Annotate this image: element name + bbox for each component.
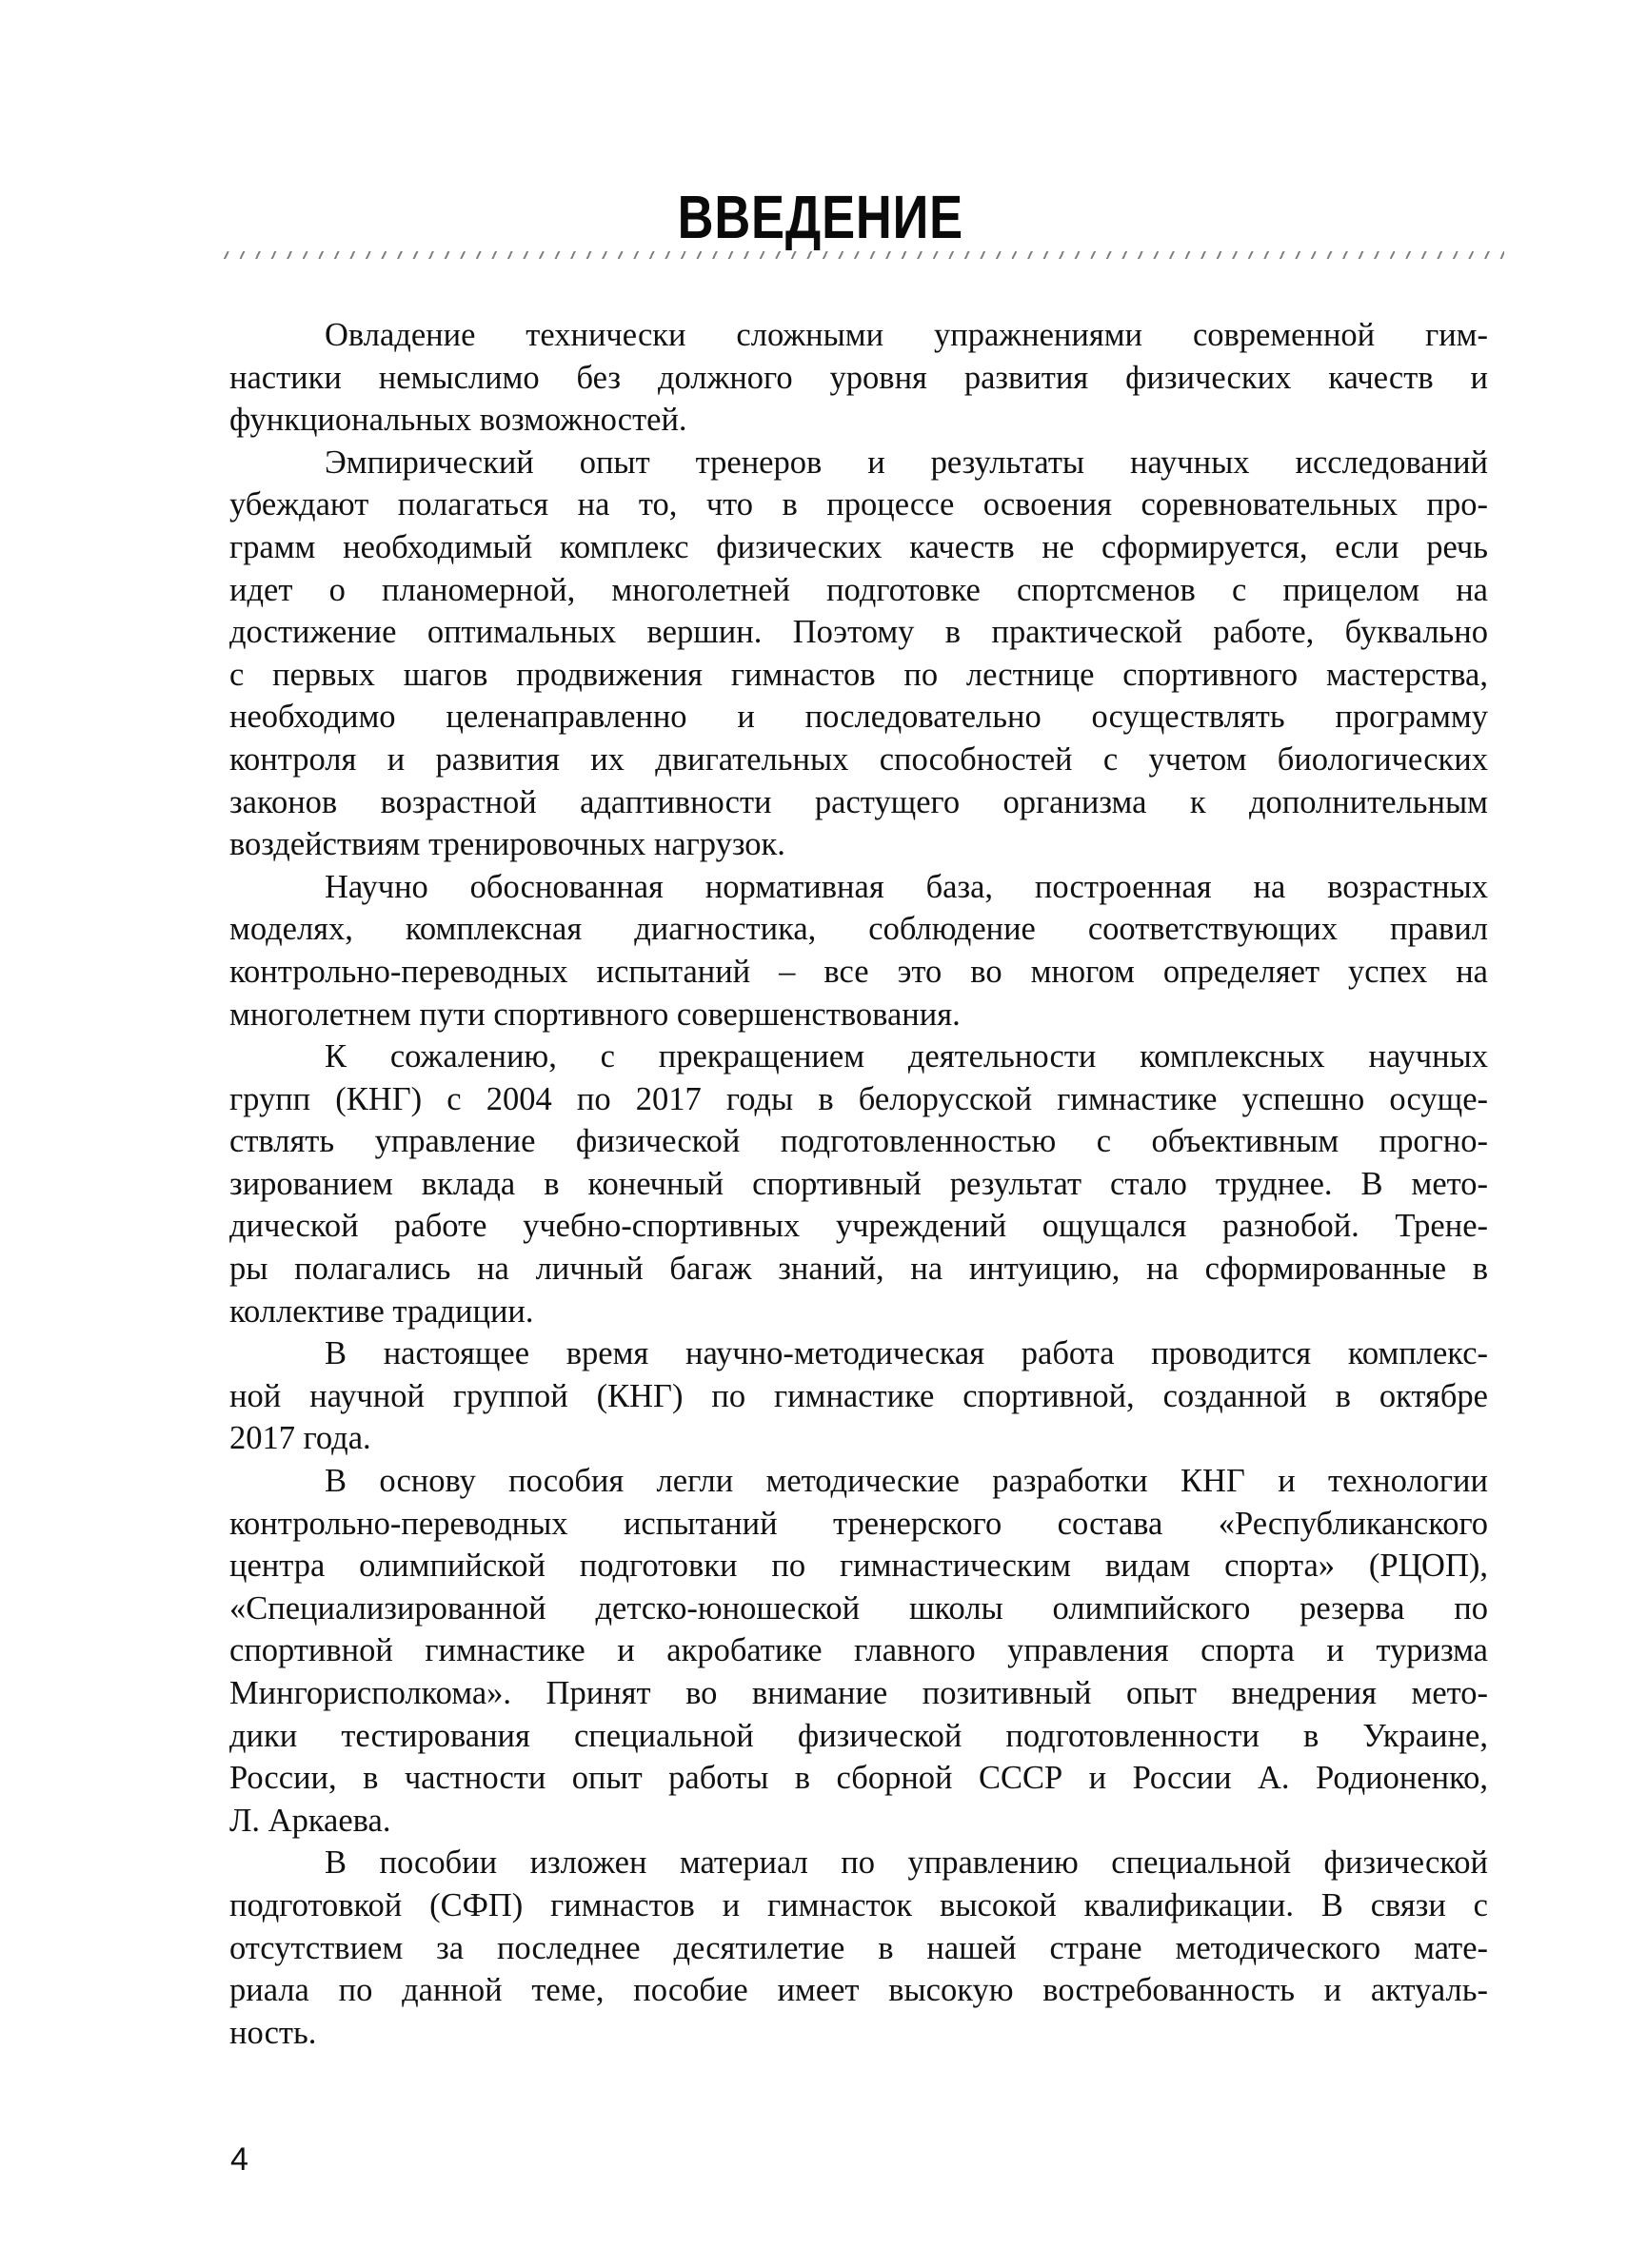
text-line: достижение оптимальных вершин. Поэтому в практической работе, буквально xyxy=(229,614,1488,651)
text-line: коллективе традиции. xyxy=(229,1292,534,1330)
chapter-title-text: ВВЕДЕНИЕ xyxy=(677,183,963,251)
paragraph xyxy=(229,1842,1488,2054)
paragraph xyxy=(229,1460,1488,1842)
paragraph xyxy=(229,314,1488,442)
body-text xyxy=(229,314,1488,2054)
text-line: Эмпирический опыт тренеров и результаты научных исследований xyxy=(325,444,1488,481)
dotted-divider xyxy=(221,251,1504,259)
text-line: грамм необходимый комплекс физических качеств не сформируется, если речь xyxy=(229,528,1488,565)
text-line: с первых шагов продвижения гимнастов по лестнице спортивного мастерства, xyxy=(229,656,1488,693)
text-line: Научно обоснованная нормативная база, построенная на возрастных xyxy=(325,868,1488,905)
text-line: ствлять управление физической подготовленностью с объективным прогно- xyxy=(229,1123,1488,1160)
paragraph xyxy=(229,1332,1488,1460)
chapter-title xyxy=(153,183,1487,251)
paragraph xyxy=(229,866,1488,1035)
text-line: настики немыслимо без должного уровня развития физических качеств и xyxy=(229,359,1488,396)
text-line: законов возрастной адаптивности растущего организма к дополнительным xyxy=(229,783,1488,820)
text-line: К сожалению, с прекращением деятельности комплексных научных xyxy=(325,1038,1488,1075)
text-line: многолетнем пути спортивного совершенствования. xyxy=(229,996,961,1033)
text-line: воздействиям тренировочных нагрузок. xyxy=(229,826,785,863)
text-line: дики тестирования специальной физической подготовленности в Украине, xyxy=(229,1717,1488,1754)
text-line: центра олимпийской подготовки по гимнастическим видам спорта» (РЦОП), xyxy=(229,1548,1488,1585)
page-number: 4 xyxy=(230,2141,248,2178)
text-line: В пособии изложен материал по управлению специальной физической xyxy=(325,1844,1488,1882)
text-line: зированием вклада в конечный спортивный результат стало труднее. В мето- xyxy=(229,1165,1488,1202)
text-line: контроля и развития их двигательных способностей с учетом биологических xyxy=(229,740,1488,778)
text-line: подготовкой (СФП) гимнастов и гимнасток высокой квалификации. В связи с xyxy=(229,1886,1488,1923)
text-line: 2017 года. xyxy=(229,1420,371,1457)
text-line: групп (КНГ) с 2004 по 2017 годы в белорусской гимнастике успешно осуще- xyxy=(229,1080,1488,1117)
text-line: контрольно-переводных испытаний тренерского состава «Республиканского xyxy=(229,1505,1488,1542)
text-line: необходимо целенаправленно и последовательно осуществлять программу xyxy=(229,699,1488,736)
text-line: контрольно-переводных испытаний – все это во многом определяет успех на xyxy=(229,953,1488,990)
text-line: убеждают полагаться на то, что в процессе освоения соревновательных про- xyxy=(229,486,1488,523)
text-line: В настоящее время научно-методическая работа проводится комплекс- xyxy=(325,1335,1488,1372)
text-line: ры полагались на личный багаж знаний, на интуицию, на сформированные в xyxy=(229,1251,1488,1288)
text-line: России, в частности опыт работы в сборной СССР и России А. Родионенко, xyxy=(229,1760,1488,1797)
text-line: спортивной гимнастике и акробатике главного управления спорта и туризма xyxy=(229,1632,1488,1669)
text-line: отсутствием за последнее десятилетие в нашей стране методического мате- xyxy=(229,1929,1488,1966)
text-line: идет о планомерной, многолетней подготовке спортсменов с прицелом на xyxy=(229,571,1488,608)
text-line: ность. xyxy=(229,2014,317,2051)
text-line: Овладение технически сложными упражнениями современной гим- xyxy=(325,317,1488,353)
text-line: ной научной группой (КНГ) по гимнастике спортивной, созданной в октябре xyxy=(229,1377,1488,1414)
text-line: функциональных возможностей. xyxy=(229,402,687,439)
paragraph xyxy=(229,442,1488,866)
text-line: «Специализированной детско-юношеской школы олимпийского резерва по xyxy=(229,1589,1488,1627)
text-line: моделях, комплексная диагностика, соблюдение соответствующих правил xyxy=(229,911,1488,948)
text-line: В основу пособия легли методические разработки КНГ и технологии xyxy=(325,1463,1488,1500)
text-line: Мингорисполкома». Принят во внимание позитивный опыт внедрения мето- xyxy=(229,1675,1488,1711)
text-line: риала по данной теме, пособие имеет высокую востребованность и актуаль- xyxy=(229,1972,1488,2009)
paragraph xyxy=(229,1035,1488,1332)
text-line: Л. Аркаева. xyxy=(229,1802,391,1839)
text-line: дической работе учебно-спортивных учреждений ощущался разнобой. Трене- xyxy=(229,1208,1488,1245)
